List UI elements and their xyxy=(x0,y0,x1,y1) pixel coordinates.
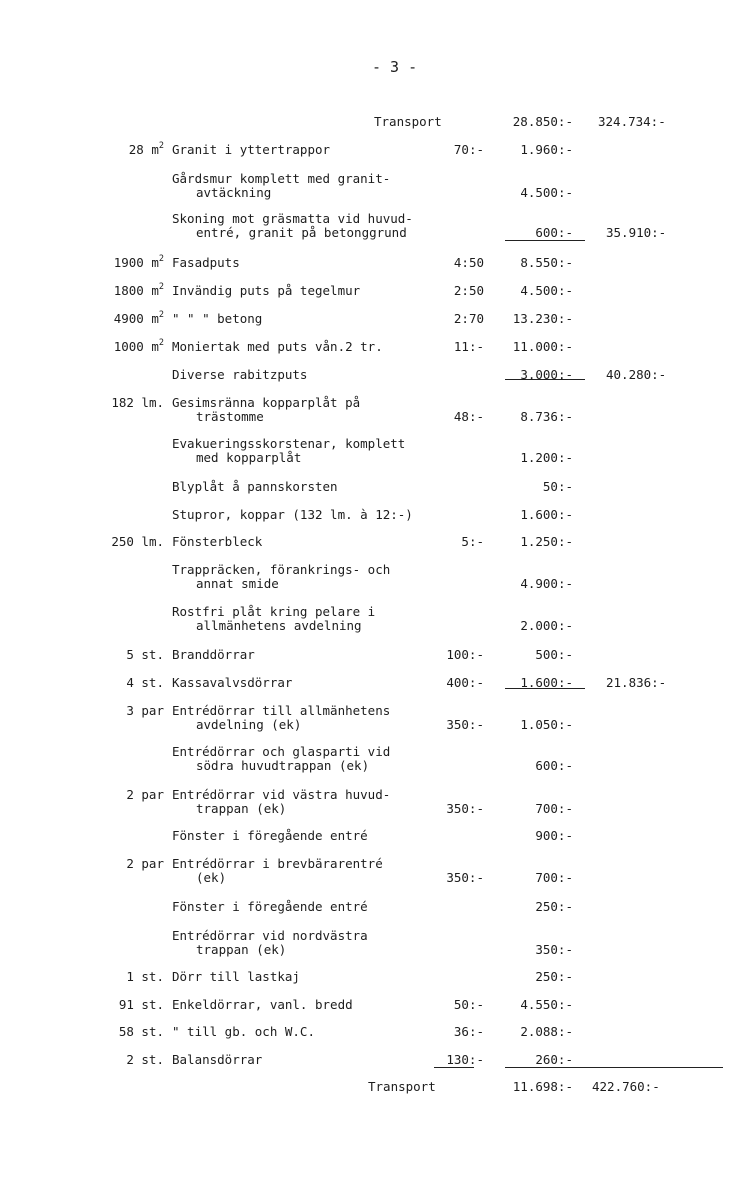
item-quantity: 2 par xyxy=(126,856,164,871)
description-line: trappan (ek) xyxy=(196,942,287,957)
item-unit-price: 350:- xyxy=(446,870,484,885)
subtotal-sum: 35.910:- xyxy=(606,225,667,240)
item-description xyxy=(172,788,434,816)
description-line: Entrédörrar vid västra huvud- xyxy=(172,787,391,802)
description-line: med kopparplåt xyxy=(196,450,302,465)
unit-superscript: 2 xyxy=(158,282,164,292)
item-unit-price: 48:- xyxy=(453,409,484,424)
description-line: Gesimsränna kopparplåt på xyxy=(172,395,361,410)
unit-superscript: 2 xyxy=(158,310,164,320)
item-unit-price: 130:- xyxy=(446,1052,484,1067)
item-unit-price: 350:- xyxy=(446,717,484,732)
description-line: Balansdörrar xyxy=(172,1052,263,1067)
item-quantity: 1800 $m^2$ xyxy=(113,282,164,298)
item-amount: 1.200:- xyxy=(520,450,573,465)
item-unit-price: 5:- xyxy=(461,534,484,549)
description-line: annat smide xyxy=(196,576,279,591)
item-unit-price: 350:- xyxy=(446,801,484,816)
description-line: Enkeldörrar, vanl. bredd xyxy=(172,997,353,1012)
item-description xyxy=(172,480,434,494)
transport-sum: 422.760:- xyxy=(592,1079,660,1094)
subtotal-underline xyxy=(505,240,585,241)
description-line: Blyplåt å pannskorsten xyxy=(172,479,338,494)
item-unit-price: 36:- xyxy=(453,1024,484,1039)
item-amount: 4.500:- xyxy=(520,283,573,298)
item-amount: 900:- xyxy=(535,828,573,843)
total-rule xyxy=(505,1067,723,1068)
item-amount: 2.088:- xyxy=(520,1024,573,1039)
description-line: Diverse rabitzputs xyxy=(172,367,308,382)
description-line: Branddörrar xyxy=(172,647,255,662)
item-description xyxy=(172,563,434,591)
item-quantity: 28 $m^2$ xyxy=(128,141,164,157)
item-amount: 3.000:- xyxy=(520,367,573,382)
item-quantity: 4900 $m^2$ xyxy=(113,310,164,326)
description-line: Invändig puts på tegelmur xyxy=(172,283,361,298)
description-line: " " " betong xyxy=(172,311,263,326)
description-line: Rostfri plåt kring pelare i xyxy=(172,604,376,619)
unit-superscript: 2 xyxy=(158,338,164,348)
unit-superscript: 2 xyxy=(158,254,164,264)
item-quantity: 182 lm. xyxy=(111,395,164,410)
item-description xyxy=(172,1053,434,1067)
item-description xyxy=(172,998,434,1012)
description-line: Fönster i föregående entré xyxy=(172,899,368,914)
item-description xyxy=(172,605,434,633)
page-number: - 3 - xyxy=(372,58,418,76)
description-line: " till gb. och W.C. xyxy=(172,1024,315,1039)
transport-sum: 324.734:- xyxy=(598,114,666,129)
item-description xyxy=(172,900,434,914)
unit-superscript: 2 xyxy=(158,141,164,151)
description-line: Evakueringsskorstenar, komplett xyxy=(172,436,406,451)
item-description xyxy=(172,535,434,549)
item-amount: 8.736:- xyxy=(520,409,573,424)
item-amount: 250:- xyxy=(535,899,573,914)
description-line: trappan (ek) xyxy=(196,801,287,816)
item-amount: 50:- xyxy=(542,479,573,494)
item-quantity: 91 st. xyxy=(118,997,164,1012)
description-line: avtäckning xyxy=(196,185,272,200)
item-amount: 1.600:- xyxy=(520,675,573,690)
transport-amount: 28.850:- xyxy=(512,114,573,129)
item-unit-price: 70:- xyxy=(453,142,484,157)
item-amount: 4.500:- xyxy=(520,185,573,200)
item-amount: 250:- xyxy=(535,969,573,984)
item-quantity: 4 st. xyxy=(126,675,164,690)
description-line: avdelning (ek) xyxy=(196,717,302,732)
description-line: entré, granit på betonggrund xyxy=(196,225,407,240)
item-description xyxy=(172,745,434,773)
item-amount: 700:- xyxy=(535,801,573,816)
item-quantity: 58 st. xyxy=(118,1024,164,1039)
description-line: (ek) xyxy=(196,870,227,885)
transport-amount: 11.698:- xyxy=(512,1079,573,1094)
description-line: Entrédörrar i brevbärarentré xyxy=(172,856,383,871)
item-amount: 500:- xyxy=(535,647,573,662)
description-line: Fönsterbleck xyxy=(172,534,263,549)
subtotal-sum: 40.280:- xyxy=(606,367,667,382)
description-line: Fönster i föregående entré xyxy=(172,828,368,843)
item-amount: 13.230:- xyxy=(512,311,573,326)
item-description xyxy=(172,704,434,732)
item-amount: 4.900:- xyxy=(520,576,573,591)
description-line: Stupror, koppar (132 lm. à 12:-) xyxy=(172,507,413,522)
description-line: Moniertak med puts vån.2 tr. xyxy=(172,339,383,354)
item-description xyxy=(172,212,434,240)
item-amount: 600:- xyxy=(535,758,573,773)
item-quantity: 2 st. xyxy=(126,1052,164,1067)
item-quantity: 5 st. xyxy=(126,647,164,662)
item-unit-price: 100:- xyxy=(446,647,484,662)
description-line: allmänhetens avdelning xyxy=(196,618,362,633)
item-quantity: 1 st. xyxy=(126,969,164,984)
item-description xyxy=(172,143,434,157)
item-description xyxy=(172,648,434,662)
item-description xyxy=(172,676,434,690)
description-line: södra huvudtrappan (ek) xyxy=(196,758,370,773)
description-line: Dörr till lastkaj xyxy=(172,969,300,984)
item-quantity: 2 par xyxy=(126,787,164,802)
item-description xyxy=(172,172,434,200)
transport-label: Transport xyxy=(374,114,442,129)
transport-label: Transport xyxy=(368,1079,436,1094)
description-line: Kassavalvsdörrar xyxy=(172,675,293,690)
item-description xyxy=(172,437,434,465)
item-amount: 11.000:- xyxy=(512,339,573,354)
item-description xyxy=(172,256,434,270)
item-unit-price: 2:70 xyxy=(453,311,484,326)
item-description xyxy=(172,829,434,843)
item-description xyxy=(172,857,434,885)
item-description xyxy=(172,396,434,424)
item-amount: 700:- xyxy=(535,870,573,885)
item-unit-price: 4:50 xyxy=(453,255,484,270)
description-line: Granit i yttertrappor xyxy=(172,142,331,157)
price-underline xyxy=(434,1067,474,1068)
item-amount: 4.550:- xyxy=(520,997,573,1012)
description-line: Entrédörrar vid nordvästra xyxy=(172,928,368,943)
description-line: Entrédörrar till allmänhetens xyxy=(172,703,391,718)
item-description xyxy=(172,508,434,522)
item-amount: 1.600:- xyxy=(520,507,573,522)
subtotal-sum: 21.836:- xyxy=(606,675,667,690)
item-quantity: 1900 $m^2$ xyxy=(113,254,164,270)
item-amount: 1.960:- xyxy=(520,142,573,157)
subtotal-underline xyxy=(505,379,585,380)
item-quantity: 3 par xyxy=(126,703,164,718)
item-description xyxy=(172,1025,434,1039)
item-description xyxy=(172,970,434,984)
description-line: Entrédörrar och glasparti vid xyxy=(172,744,391,759)
item-unit-price: 50:- xyxy=(453,997,484,1012)
item-amount: 8.550:- xyxy=(520,255,573,270)
item-amount: 350:- xyxy=(535,942,573,957)
item-description xyxy=(172,340,434,354)
item-amount: 260:- xyxy=(535,1052,573,1067)
description-line: Gårdsmur komplett med granit- xyxy=(172,171,391,186)
item-description xyxy=(172,312,434,326)
item-amount: 1.050:- xyxy=(520,717,573,732)
item-description xyxy=(172,368,434,382)
item-description xyxy=(172,929,434,957)
description-line: Trappräcken, förankrings- och xyxy=(172,562,391,577)
item-description xyxy=(172,284,434,298)
description-line: Fasadputs xyxy=(172,255,240,270)
description-line: Skoning mot gräsmatta vid huvud- xyxy=(172,211,413,226)
item-unit-price: 11:- xyxy=(453,339,484,354)
item-amount: 1.250:- xyxy=(520,534,573,549)
item-quantity: 250 lm. xyxy=(111,534,164,549)
item-unit-price: 400:- xyxy=(446,675,484,690)
subtotal-underline xyxy=(505,688,585,689)
item-quantity: 1000 $m^2$ xyxy=(113,338,164,354)
item-unit-price: 2:50 xyxy=(453,283,484,298)
item-amount: 600:- xyxy=(535,225,573,240)
item-amount: 2.000:- xyxy=(520,618,573,633)
description-line: trästomme xyxy=(196,409,264,424)
